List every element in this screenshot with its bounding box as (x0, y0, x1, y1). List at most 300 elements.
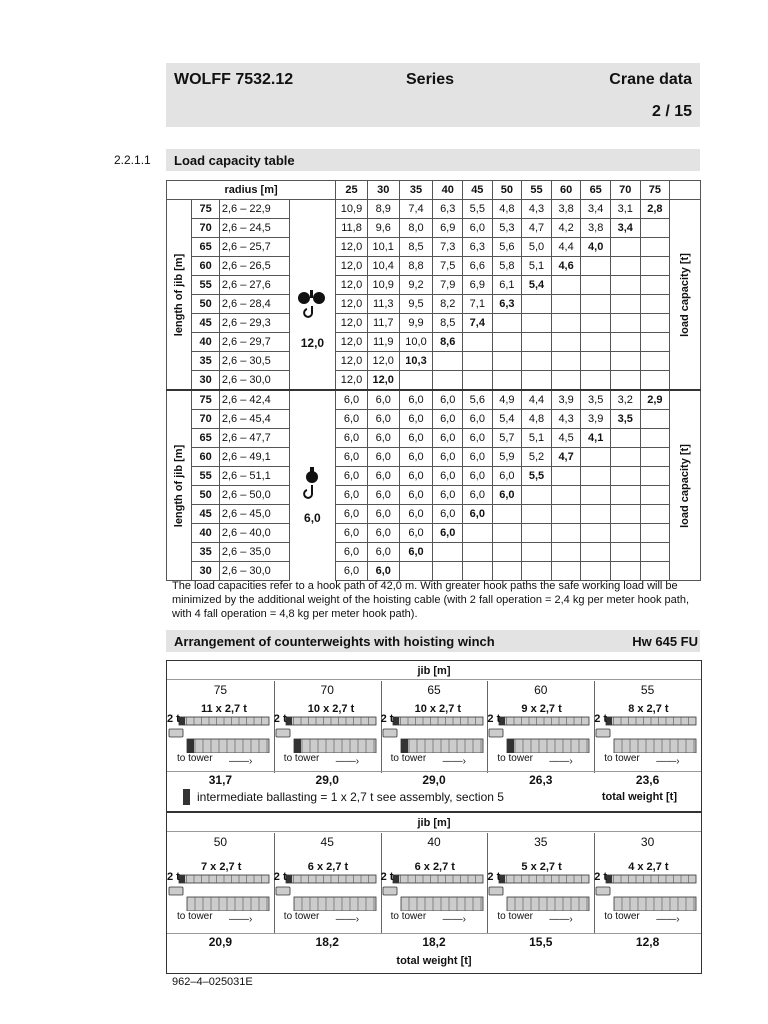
radius-range: 2,6 – 25,7 (219, 238, 289, 257)
capacity-cell (522, 295, 552, 314)
capacity-cell: 11,9 (367, 333, 399, 352)
capacity-cell: 6,0 (336, 448, 368, 467)
capacity-cell: 6,0 (336, 505, 368, 524)
capacity-cell (522, 333, 552, 352)
to-tower-label: to tower (177, 911, 213, 922)
capacity-cell: 6,0 (336, 390, 368, 410)
capacity-cell: 3,5 (581, 390, 611, 410)
radius-range: 2,6 – 28,4 (219, 295, 289, 314)
capacity-cell: 4,7 (522, 219, 552, 238)
capacity-cell: 6,0 (399, 390, 433, 410)
capacity-cell: 6,0 (399, 467, 433, 486)
capacity-cell (492, 505, 522, 524)
capacity-cell: 6,0 (399, 448, 433, 467)
capacity-cell: 5,6 (492, 238, 522, 257)
capacity-cell (581, 314, 611, 333)
jib-length: 75 (192, 390, 219, 410)
radius-col-header: 45 (463, 181, 493, 200)
total-weight-value: 31,7 (208, 773, 233, 787)
counterweight-unit (594, 861, 698, 933)
table-row (167, 238, 701, 257)
capacity-cell: 6,0 (433, 524, 463, 543)
total-weight-label: total weight [t] (396, 955, 472, 967)
capacity-cell: 3,2 (610, 390, 640, 410)
ballast-count: 5 x 2,7 t (521, 861, 562, 873)
capacity-cell: 9,6 (367, 219, 399, 238)
capacity-cell: 6,0 (463, 219, 493, 238)
capacity-cell: 6,0 (367, 467, 399, 486)
capacity-cell (610, 238, 640, 257)
table-row (167, 562, 701, 581)
arrow-right-icon: ——› (335, 914, 360, 925)
divider (167, 771, 701, 772)
ballast-base: 2 t (380, 713, 394, 725)
hook-capacity: 12,0 (300, 336, 325, 350)
table-row (167, 371, 701, 391)
jib-length: 75 (213, 683, 228, 697)
table-row (167, 257, 701, 276)
jib-length: 45 (192, 314, 219, 333)
total-weight-value: 29,0 (315, 773, 339, 787)
divider (167, 679, 701, 680)
jib-length: 50 (192, 295, 219, 314)
capacity-cell: 5,3 (492, 219, 522, 238)
capacity-cell (492, 543, 522, 562)
counterweight-diagram (381, 713, 485, 753)
counterweight-unit (487, 861, 591, 933)
capacity-cell (640, 429, 670, 448)
capacity-cell (640, 371, 670, 391)
table-row (167, 200, 701, 219)
capacity-cell: 6,0 (367, 524, 399, 543)
ballast-base: 2 t (594, 871, 608, 883)
capacity-cell: 12,0 (367, 352, 399, 371)
table-row (167, 314, 701, 333)
radius-col-header: 75 (640, 181, 670, 200)
jib-label: jib [m] (417, 817, 451, 829)
ballast-count: 9 x 2,7 t (521, 703, 562, 715)
hook-cell (289, 390, 336, 581)
capacity-cell: 3,9 (581, 410, 611, 429)
capacity-cell: 3,5 (610, 410, 640, 429)
capacity-cell (610, 429, 640, 448)
radius-range: 2,6 – 26,5 (219, 257, 289, 276)
table-row (167, 219, 701, 238)
capacity-cell: 6,0 (336, 467, 368, 486)
to-tower-label: to tower (283, 911, 320, 922)
capacity-cell: 6,0 (463, 429, 493, 448)
to-tower-label: to tower (390, 911, 427, 922)
capacity-cell: 5,8 (492, 257, 522, 276)
arrow-right-icon: ——› (549, 756, 573, 767)
capacity-cell: 11,3 (367, 295, 399, 314)
capacity-cell: 9,9 (399, 314, 433, 333)
table-row (167, 505, 701, 524)
load-note: The load capacities refer to a hook path of 42,0 m. With greater hook paths the safe working load will be minimized by the additional weight of the hoisting cable (with 2 fall operation = 2,4 kg per meter hook path, with 4 fall operation = 4,8 kg per meter hook path). (172, 580, 689, 620)
capacity-cell (610, 448, 640, 467)
capacity-cell (551, 505, 581, 524)
capacity-cell (640, 295, 670, 314)
jib-length-text: length of jib [m] (173, 253, 186, 336)
capacity-cell: 10,0 (399, 333, 433, 352)
table-row (167, 448, 701, 467)
to-tower-label: to tower (497, 911, 533, 922)
capacity-cell (610, 352, 640, 371)
arrow-right-icon: ——› (442, 914, 466, 925)
capacity-cell: 4,2 (551, 219, 581, 238)
capacity-cell: 6,0 (367, 486, 399, 505)
hook-cell (289, 200, 336, 391)
section-title: Load capacity table (174, 153, 295, 168)
jib-length: 60 (534, 683, 548, 697)
jib-length: 35 (534, 835, 548, 849)
capacity-cell: 12,0 (336, 333, 368, 352)
radius-col-header: 55 (522, 181, 552, 200)
capacity-cell: 4,8 (522, 410, 552, 429)
capacity-cell: 6,0 (463, 505, 493, 524)
capacity-cell (581, 276, 611, 295)
capacity-cell: 6,0 (399, 524, 433, 543)
capacity-cell: 6,0 (367, 429, 399, 448)
ballast-count: 8 x 2,7 t (628, 703, 669, 715)
header-spacer (670, 181, 701, 200)
counterweight-diagram (594, 713, 698, 753)
capacity-cell: 12,0 (336, 352, 368, 371)
capacity-cell (492, 562, 522, 581)
arrow-right-icon: ——› (229, 914, 253, 925)
jib-length: 45 (192, 505, 219, 524)
section-title-bar (166, 149, 700, 171)
capacity-cell (463, 543, 493, 562)
capacity-cell: 12,0 (336, 257, 368, 276)
radius-range: 2,6 – 30,5 (219, 352, 289, 371)
capacity-cell (581, 257, 611, 276)
capacity-cell (492, 371, 522, 391)
capacity-cell (551, 295, 581, 314)
radius-range: 2,6 – 29,3 (219, 314, 289, 333)
capacity-cell: 5,7 (492, 429, 522, 448)
capacity-cell (640, 276, 670, 295)
counterweight-diagram (487, 713, 591, 753)
winch-model: Hw 645 FU (632, 634, 698, 649)
capacity-cell: 6,0 (463, 486, 493, 505)
capacity-cell (640, 505, 670, 524)
capacity-cell: 12,0 (336, 371, 368, 391)
jib-length: 40 (192, 524, 219, 543)
capacity-cell: 4,3 (551, 410, 581, 429)
capacity-cell (610, 505, 640, 524)
radius-col-header: 40 (433, 181, 463, 200)
radius-col-header: 35 (399, 181, 433, 200)
total-weight-value: 12,8 (635, 935, 660, 949)
capacity-cell: 7,1 (463, 295, 493, 314)
jib-length: 35 (192, 543, 219, 562)
to-tower-label: to tower (177, 753, 213, 764)
capacity-cell: 5,2 (522, 448, 552, 467)
total-weight-value: 18,2 (422, 935, 446, 949)
capacity-cell (610, 562, 640, 581)
capacity-cell (610, 295, 640, 314)
ballast-base: 2 t (273, 871, 287, 883)
capacity-cell: 10,9 (367, 276, 399, 295)
radius-col-header: 70 (610, 181, 640, 200)
capacity-cell: 7,9 (433, 276, 463, 295)
radius-range: 2,6 – 51,1 (219, 467, 289, 486)
capacity-cell (551, 467, 581, 486)
capacity-cell (640, 238, 670, 257)
capacity-cell (522, 524, 552, 543)
capacity-cell: 6,0 (399, 410, 433, 429)
jib-length: 55 (192, 276, 219, 295)
ballast-count: 6 x 2,7 t (414, 861, 455, 873)
capacity-cell (640, 410, 670, 429)
capacity-cell: 10,1 (367, 238, 399, 257)
ballast-base: 2 t (594, 713, 608, 725)
capacity-cell (581, 486, 611, 505)
capacity-cell: 6,0 (433, 410, 463, 429)
load-capacity-label (670, 200, 701, 391)
capacity-cell: 11,8 (336, 219, 368, 238)
capacity-cell (581, 371, 611, 391)
ballast-base: 2 t (167, 871, 180, 883)
counterweight-group-1 (166, 660, 702, 812)
jib-length: 50 (213, 835, 228, 849)
radius-range: 2,6 – 45,4 (219, 410, 289, 429)
page-number: 2 / 15 (651, 103, 692, 120)
capacity-cell: 4,9 (492, 390, 522, 410)
jib-length: 65 (192, 429, 219, 448)
capacity-cell: 4,8 (492, 200, 522, 219)
capacity-cell (640, 314, 670, 333)
table-row (167, 524, 701, 543)
jib-length-label (167, 390, 192, 581)
capacity-cell: 6,0 (433, 505, 463, 524)
intermediate-ballast-swatch (183, 789, 190, 805)
capacity-cell (522, 486, 552, 505)
capacity-cell (640, 448, 670, 467)
capacity-cell (581, 543, 611, 562)
capacity-cell: 6,0 (336, 486, 368, 505)
total-weight-value: 20,9 (208, 935, 233, 949)
capacity-cell (433, 371, 463, 391)
radius-col-header: 60 (551, 181, 581, 200)
capacity-cell: 3,8 (581, 219, 611, 238)
arrow-right-icon: ——› (335, 756, 360, 767)
jib-length: 40 (192, 333, 219, 352)
capacity-cell: 6,0 (336, 543, 368, 562)
capacity-cell: 4,7 (551, 448, 581, 467)
capacity-cell (551, 333, 581, 352)
ballast-base: 2 t (380, 871, 394, 883)
arrow-right-icon: ——› (229, 756, 253, 767)
capacity-cell (581, 448, 611, 467)
counterweight-diagram (274, 871, 378, 911)
jib-length: 60 (192, 448, 219, 467)
capacity-cell: 6,0 (367, 505, 399, 524)
jib-length: 70 (192, 219, 219, 238)
to-tower-label: to tower (604, 911, 640, 922)
counterweight-unit (381, 703, 485, 775)
capacity-cell: 6,0 (463, 410, 493, 429)
table-row (167, 276, 701, 295)
capacity-cell: 6,9 (463, 276, 493, 295)
capacity-cell: 10,4 (367, 257, 399, 276)
capacity-cell (640, 257, 670, 276)
counterweight-diagram (594, 871, 698, 911)
jib-length: 50 (192, 486, 219, 505)
table-row (167, 429, 701, 448)
capacity-cell (581, 352, 611, 371)
total-weight-value: 23,6 (635, 773, 660, 787)
capacity-cell: 6,0 (433, 486, 463, 505)
capacity-cell: 5,1 (522, 429, 552, 448)
capacity-cell (522, 314, 552, 333)
capacity-cell: 6,1 (492, 276, 522, 295)
capacity-cell: 12,0 (336, 295, 368, 314)
capacity-cell (581, 333, 611, 352)
ballast-count: 7 x 2,7 t (201, 861, 242, 873)
capacity-cell: 6,3 (463, 238, 493, 257)
counterweight-title: Arrangement of counterweights with hoisting winch (174, 634, 495, 649)
capacity-cell (433, 543, 463, 562)
capacity-cell: 6,0 (433, 448, 463, 467)
ballast-base: 2 t (273, 713, 287, 725)
capacity-cell: 6,0 (399, 505, 433, 524)
capacity-cell (463, 352, 493, 371)
capacity-cell (640, 219, 670, 238)
counterweight-diagram (381, 871, 485, 911)
jib-length: 65 (192, 238, 219, 257)
capacity-cell (433, 352, 463, 371)
hook-capacity: 6,0 (304, 511, 321, 525)
radius-range: 2,6 – 29,7 (219, 333, 289, 352)
capacity-cell: 5,4 (492, 410, 522, 429)
capacity-cell (610, 314, 640, 333)
to-tower-label: to tower (604, 753, 640, 764)
capacity-cell: 7,4 (463, 314, 493, 333)
capacity-cell (551, 352, 581, 371)
capacity-cell: 6,0 (492, 486, 522, 505)
jib-label: jib [m] (417, 665, 451, 677)
capacity-cell: 3,4 (581, 200, 611, 219)
single-hook-icon (292, 467, 332, 503)
capacity-cell: 6,0 (433, 429, 463, 448)
capacity-cell (640, 562, 670, 581)
radius-range: 2,6 – 30,0 (219, 562, 289, 581)
capacity-cell: 4,5 (551, 429, 581, 448)
jib-length: 55 (640, 683, 655, 697)
capacity-cell: 5,4 (522, 276, 552, 295)
counterweight-unit (487, 703, 591, 775)
capacity-cell: 4,3 (522, 200, 552, 219)
jib-length: 30 (192, 562, 219, 581)
capacity-cell (522, 505, 552, 524)
capacity-cell: 12,0 (336, 238, 368, 257)
ballast-count: 10 x 2,7 t (307, 703, 355, 715)
capacity-cell (551, 543, 581, 562)
capacity-cell (581, 467, 611, 486)
capacity-cell: 5,0 (522, 238, 552, 257)
capacity-cell: 6,0 (336, 410, 368, 429)
total-weight-value: 15,5 (529, 935, 553, 949)
capacity-cell: 3,4 (610, 219, 640, 238)
divider (167, 831, 701, 832)
capacity-cell: 3,1 (610, 200, 640, 219)
jib-length: 70 (192, 410, 219, 429)
capacity-cell (463, 562, 493, 581)
capacity-cell: 6,0 (399, 486, 433, 505)
capacity-cell: 4,1 (581, 429, 611, 448)
radius-range: 2,6 – 24,5 (219, 219, 289, 238)
jib-length: 60 (192, 257, 219, 276)
radius-col-header: 25 (336, 181, 368, 200)
capacity-cell: 11,7 (367, 314, 399, 333)
capacity-cell: 7,4 (399, 200, 433, 219)
ballast-count: 4 x 2,7 t (628, 861, 669, 873)
capacity-cell: 6,0 (336, 562, 368, 581)
radius-header: radius [m] (167, 181, 336, 200)
jib-length: 55 (192, 467, 219, 486)
jib-length: 65 (427, 683, 441, 697)
capacity-cell: 6,6 (463, 257, 493, 276)
jib-length-text: length of jib [m] (173, 444, 186, 527)
capacity-cell (463, 333, 493, 352)
total-weight-label: total weight [t] (601, 791, 677, 803)
capacity-cell: 6,3 (433, 200, 463, 219)
jib-length: 45 (320, 835, 334, 849)
capacity-cell: 4,0 (581, 238, 611, 257)
capacity-cell (551, 276, 581, 295)
jib-length: 30 (640, 835, 655, 849)
capacity-cell: 3,8 (551, 200, 581, 219)
capacity-cell: 6,0 (463, 448, 493, 467)
divider (167, 933, 701, 934)
capacity-cell: 6,3 (492, 295, 522, 314)
ballast-count: 11 x 2,7 t (201, 703, 247, 715)
capacity-cell (610, 333, 640, 352)
ballast-base: 2 t (487, 713, 501, 725)
capacity-cell: 6,0 (336, 429, 368, 448)
capacity-cell: 5,5 (522, 467, 552, 486)
table-row (167, 352, 701, 371)
capacity-cell (640, 333, 670, 352)
capacity-cell (610, 524, 640, 543)
capacity-cell (610, 543, 640, 562)
capacity-cell (433, 562, 463, 581)
capacity-cell: 12,0 (336, 276, 368, 295)
capacity-cell: 8,0 (399, 219, 433, 238)
capacity-cell: 6,0 (336, 524, 368, 543)
capacity-cell: 6,0 (433, 467, 463, 486)
to-tower-label: to tower (497, 753, 533, 764)
capacity-cell (399, 371, 433, 391)
ballast-count: 6 x 2,7 t (307, 861, 349, 873)
capacity-cell (551, 314, 581, 333)
radius-range: 2,6 – 49,1 (219, 448, 289, 467)
capacity-cell: 2,9 (640, 390, 670, 410)
capacity-cell: 8,5 (433, 314, 463, 333)
radius-range: 2,6 – 27,6 (219, 276, 289, 295)
capacity-cell (610, 486, 640, 505)
capacity-cell (522, 371, 552, 391)
arrow-right-icon: ——› (656, 756, 680, 767)
capacity-cell: 6,0 (367, 410, 399, 429)
capacity-cell (581, 295, 611, 314)
ballast-base: 2 t (167, 713, 180, 725)
table-header-row (167, 181, 701, 200)
capacity-cell: 10,9 (336, 200, 368, 219)
capacity-cell (640, 543, 670, 562)
